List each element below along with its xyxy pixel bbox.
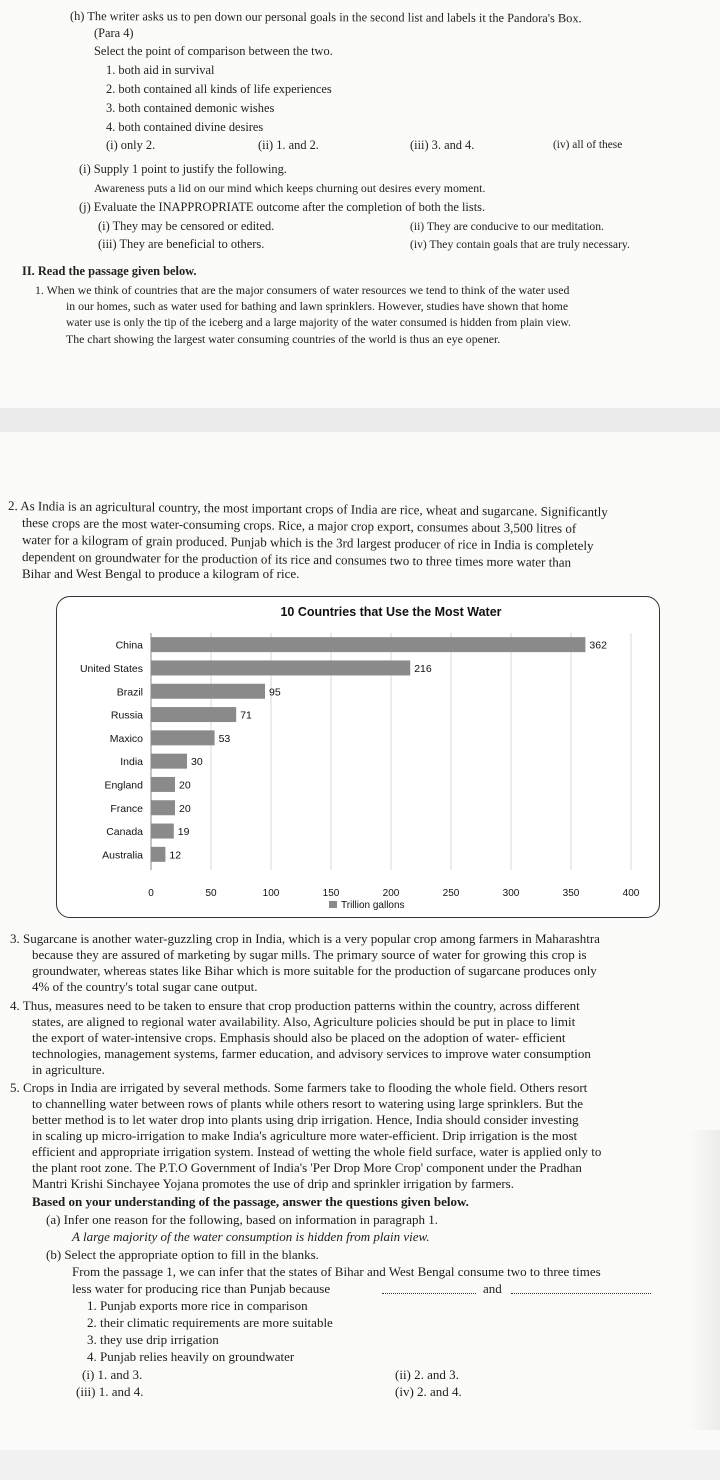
x-tick-label: 100 [262,888,280,899]
value-label: 216 [414,662,432,675]
question-h: (h) The writer asks us to pen down our personal goals in the second list and labels it the Pandora's Box. [69,9,582,26]
para3-line: 3. Sugarcane is another water-guzzling crop in India, which is a very popular crop among farmers in Maharashtra [10,931,600,946]
x-tick-label: 400 [622,888,640,899]
para1-line: in our homes, such as water used for bathing and lawn sprinklers. However, studies have shown that home [66,299,569,313]
section-heading: II. Read the passage given below. [22,264,197,278]
list-item: 2. their climatic requirements are more suitable [87,1315,333,1330]
list-item: 1. both aid in survival [106,63,215,77]
blank-2 [511,1293,651,1294]
para2-line: Bihar and West Bengal to produce a kilogram of rice. [22,566,300,581]
value-label: 20 [179,779,191,792]
blank-1 [382,1293,476,1294]
bar-russia [151,707,236,722]
option-b-iv: (iv) 2. and 4. [395,1384,462,1399]
category-label: United States [79,662,143,675]
x-tick-label: 300 [502,888,520,899]
para1-line: The chart showing the largest water consuming countries of the world is thus an eye opener. [66,332,501,346]
question-i: (i) Supply 1 point to justify the following. [79,162,287,176]
list-item: 3. both contained demonic wishes [106,101,275,115]
bar-australia [151,847,165,862]
page-gap [0,408,720,432]
para5-line: efficient and appropriate irrigation system. Instead of wetting the whole field surface, water is applied only to [32,1144,602,1159]
list-item: 3. they use drip irrigation [87,1332,219,1347]
question-b-and: and [483,1281,502,1296]
bar-india [151,754,187,769]
option-h-iv: (iv) all of these [553,139,623,151]
category-label: Canada [106,826,143,839]
category-label: Brazil [116,686,143,699]
option-j-iii: (iii) They are beneficial to others. [98,237,265,251]
list-item: 4. Punjab relies heavily on groundwater [87,1349,295,1364]
category-label: England [104,779,143,792]
question-a: (a) Infer one reason for the following, based on information in paragraph 1. [46,1212,439,1227]
x-tick-label: 150 [322,888,340,899]
question-b: (b) Select the appropriate option to fill in the blanks. [46,1247,319,1262]
legend-swatch [329,901,337,908]
question-h-para: (Para 4) [94,26,134,40]
list-item: 1. Punjab exports more rice in comparison [87,1298,308,1313]
para4-line: 4. Thus, measures need to be taken to ensure that crop production patterns within the country, across different [10,998,580,1013]
bar-united-states [151,660,410,675]
para4-line: in agriculture. [32,1062,105,1077]
para5-line: 5. Crops in India are irrigated by several methods. Some farmers take to flooding the whole field. Others resort [10,1080,588,1095]
para5-line: in scaling up micro-irrigation to make India's agriculture more water-efficient. Drip irrigation is the most [32,1128,578,1143]
para2-line: 2. As India is an agricultural country, the most important crops of India are rice, wheat and sugarcane. Significantly [7,498,608,520]
category-label: China [115,639,143,652]
para3-line: because they are assured of marketing by sugar mills. The primary source of water for growing this crop is [32,947,587,962]
bar-china [151,637,585,652]
value-label: 71 [240,709,252,722]
chart-title: 10 Countries that Use the Most Water [280,605,502,619]
option-j-i: (i) They may be censored or edited. [98,219,275,233]
value-label: 362 [589,639,607,652]
chart-legend: Trillion gallons [341,900,405,911]
x-tick-label: 50 [205,888,217,899]
bar-maxico [151,730,215,745]
para1-line: 1. When we think of countries that are the major consumers of water resources we tend to think of the water used [35,283,570,297]
question-i-statement: Awareness puts a lid on our mind which keeps churning out desires every moment. [94,181,486,195]
para5-line: better method is to let water drop into plants using drip irrigation. Hence, India should consider investing [32,1112,579,1127]
option-b-iii: (iii) 1. and 4. [76,1384,144,1399]
list-item: 4. both contained divine desires [106,120,264,134]
para2-line: these crops are the most water-consuming crops. Rice, a major crop export, consumes about 3,500 litres of [21,515,577,536]
x-tick-label: 250 [442,888,460,899]
bar-canada [151,824,174,839]
question-b-line: less water for producing rice than Punjab because [72,1281,331,1296]
value-label: 95 [269,686,281,699]
value-label: 19 [177,826,190,839]
para2-line: water for a kilogram of grain produced. Punjab which is the 3rd largest producer of rice in India is completely [21,532,594,553]
value-label: 30 [191,756,203,769]
para4-line: states, are aligned to regional water availability. Also, Agriculture policies should be put in place to limit [32,1014,576,1029]
option-b-ii: (ii) 2. and 3. [395,1367,459,1382]
list-item: 2. both contained all kinds of life experiences [106,82,332,96]
page-curl-shadow [686,1130,720,1430]
para3-line: 4% of the country's total sugar cane output. [32,979,258,994]
para4-line: technologies, management systems, farmer education, and advisory services to improve water consumption [32,1046,591,1061]
x-tick-label: 350 [562,888,580,899]
questions-heading: Based on your understanding of the passage, answer the questions given below. [32,1194,469,1209]
bar-england [151,777,175,792]
para3-line: groundwater, whereas states like Bihar which is more suitable for the production of sugarcane produces only [32,963,597,978]
category-label: Russia [110,709,143,722]
para5-line: Mantri Krishi Sinchayee Yojana promotes the use of drip and sprinkler irrigation by farmers. [32,1176,514,1191]
bar-france [151,800,175,815]
para5-line: to channelling water between rows of plants while others resort to watering using large sprinklers. But the [32,1096,584,1111]
page-top [0,0,720,408]
option-j-ii: (ii) They are conducive to our meditation. [410,220,604,233]
option-h-iii: (iii) 3. and 4. [410,138,475,152]
x-tick-label: 0 [148,888,154,899]
question-h-instruction: Select the point of comparison between the two. [94,44,333,58]
x-tick-label: 200 [382,888,400,899]
chart-svg [57,597,661,919]
value-label: 20 [179,802,191,815]
category-label: Australia [102,849,143,862]
option-b-i: (i) 1. and 3. [82,1367,143,1382]
question-b-line: From the passage 1, we can infer that the states of Bihar and West Bengal consume two to three times [72,1264,601,1279]
option-h-i: (i) only 2. [106,138,156,152]
value-label: 53 [218,732,231,745]
water-usage-chart [56,596,660,918]
category-label: Maxico [109,732,143,745]
question-j: (j) Evaluate the INAPPROPRIATE outcome after the completion of both the lists. [79,200,486,214]
category-label: India [120,756,143,769]
para2-line: dependent on groundwater for the production of its rice and consumes two to three times more water than [21,549,572,570]
option-h-ii: (ii) 1. and 2. [258,138,319,152]
para1-line: water use is only the tip of the iceberg and a large majority of the water consumed is hidden from plain view. [66,316,571,329]
category-label: France [110,802,143,815]
para5-line: the plant root zone. The P.T.O Government of India's 'Per Drop More Crop' component under the Pradhan [32,1160,582,1175]
option-j-iv: (iv) They contain goals that are truly necessary. [410,238,630,251]
bar-brazil [151,684,265,699]
value-label: 12 [169,849,182,862]
question-a-quote: A large majority of the water consumption is hidden from plain view. [72,1229,430,1244]
para4-line: the export of water-intensive crops. Emphasis should also be placed on the adoption of water- efficient [32,1030,566,1045]
